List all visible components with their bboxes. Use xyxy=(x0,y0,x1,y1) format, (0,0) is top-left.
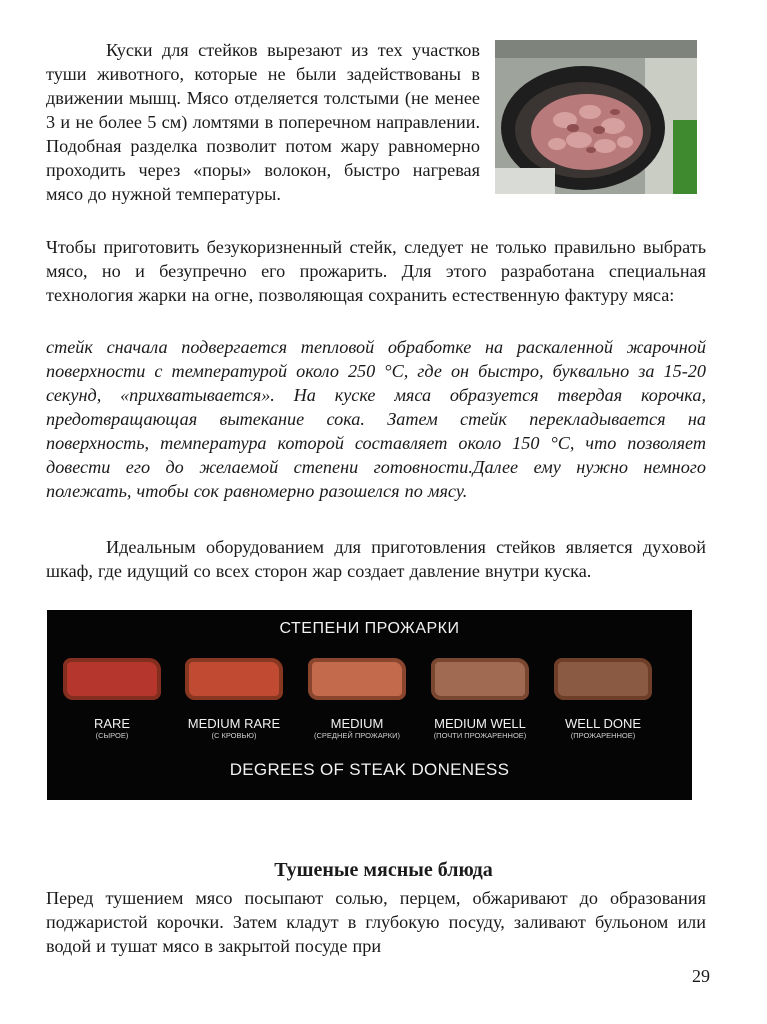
stage-label: MEDIUM RARE xyxy=(187,716,281,731)
stage-sublabel: (СРЕДНЕЙ ПРОЖАРКИ) xyxy=(314,731,400,740)
stage-sublabel: (СЫРОЕ) xyxy=(95,731,129,740)
frying-pan-illustration xyxy=(495,40,697,194)
page-number: 29 xyxy=(692,966,710,986)
frying-pan-photo xyxy=(495,40,697,194)
stew-paragraph: Перед тушением мясо посыпают солью, перцем, обжаривают до образования поджаристой корочки. Затем кладут в глубокую посуду, заливают бульоном или водой и тушат мясо в закрытой посуде при xyxy=(46,888,706,956)
intro-paragraph: Куски для стейков вырезают из тех участков туши животного, которые не были задействованы в движении мышц. Мясо отделяется толстыми (не менее 3 и не более 5 см) ломтями в поперечном направлении. Подобная разделка позволит потом жару равномерно проходить через «поры» волокон, быстро нагревая мясо до нужной температуры. xyxy=(46,40,480,204)
stage-label: RARE xyxy=(93,716,131,731)
steak-swatch-medium xyxy=(308,658,406,700)
doneness-stage-medium-well xyxy=(420,658,540,741)
stage-sublabel: (ПОЧТИ ПРОЖАРЕННОЕ) xyxy=(433,731,527,740)
equipment-paragraph: Идеальным оборудованием для приготовления стейков является духовой шкаф, где идущий со всех сторон жар создает давление внутри куска. xyxy=(46,537,706,581)
steak-swatch-rare xyxy=(63,658,161,700)
doneness-title: СТЕПЕНИ ПРОЖАРКИ xyxy=(279,620,460,637)
stage-label: WELL DONE xyxy=(564,716,642,731)
doneness-stage-medium-rare xyxy=(174,658,294,741)
stage-label: MEDIUM WELL xyxy=(434,716,526,731)
stage-label: MEDIUM xyxy=(330,716,384,731)
doneness-stage-medium xyxy=(297,658,417,741)
section-heading: Тушеные мясные блюда xyxy=(274,859,493,881)
stage-sublabel: (ПРОЖАРЕННОЕ) xyxy=(570,731,636,740)
stage-sublabel: (С КРОВЬЮ) xyxy=(211,731,257,740)
doneness-stage-rare xyxy=(52,658,172,741)
italic-paragraph: стейк сначала подвергается тепловой обработке на раскаленной жарочной поверхности с температурой около 250 °С, где он быстро, буквально за 15-20 секунд, «прихватывается». На куске мяса образуется твердая корочка, предотвращающая вытекание сока. Затем стейк перекладывается на поверхность, температура которой составляет около 150 °С, что позволяет довести его до желаемой степени готовности.Далее ему нужно немного полежать, чтобы сок равномерно разошелся по мясу. xyxy=(46,337,706,501)
doneness-stage-well-done xyxy=(543,658,663,741)
steak-swatch-medium-well xyxy=(431,658,529,700)
steak-swatch-well-done xyxy=(554,658,652,700)
steak-swatch-medium-rare xyxy=(185,658,283,700)
steak-doneness-image xyxy=(47,610,692,800)
doneness-caption: DEGREES OF STEAK DONENESS xyxy=(229,760,510,779)
main-paragraph: Чтобы приготовить безукоризненный стейк, следует не только правильно выбрать мясо, но и безупречно его прожарить. Для этого разработана специальная технология жарки на огне, позволяющая сохранить естественную фактуру мяса: xyxy=(46,237,706,305)
